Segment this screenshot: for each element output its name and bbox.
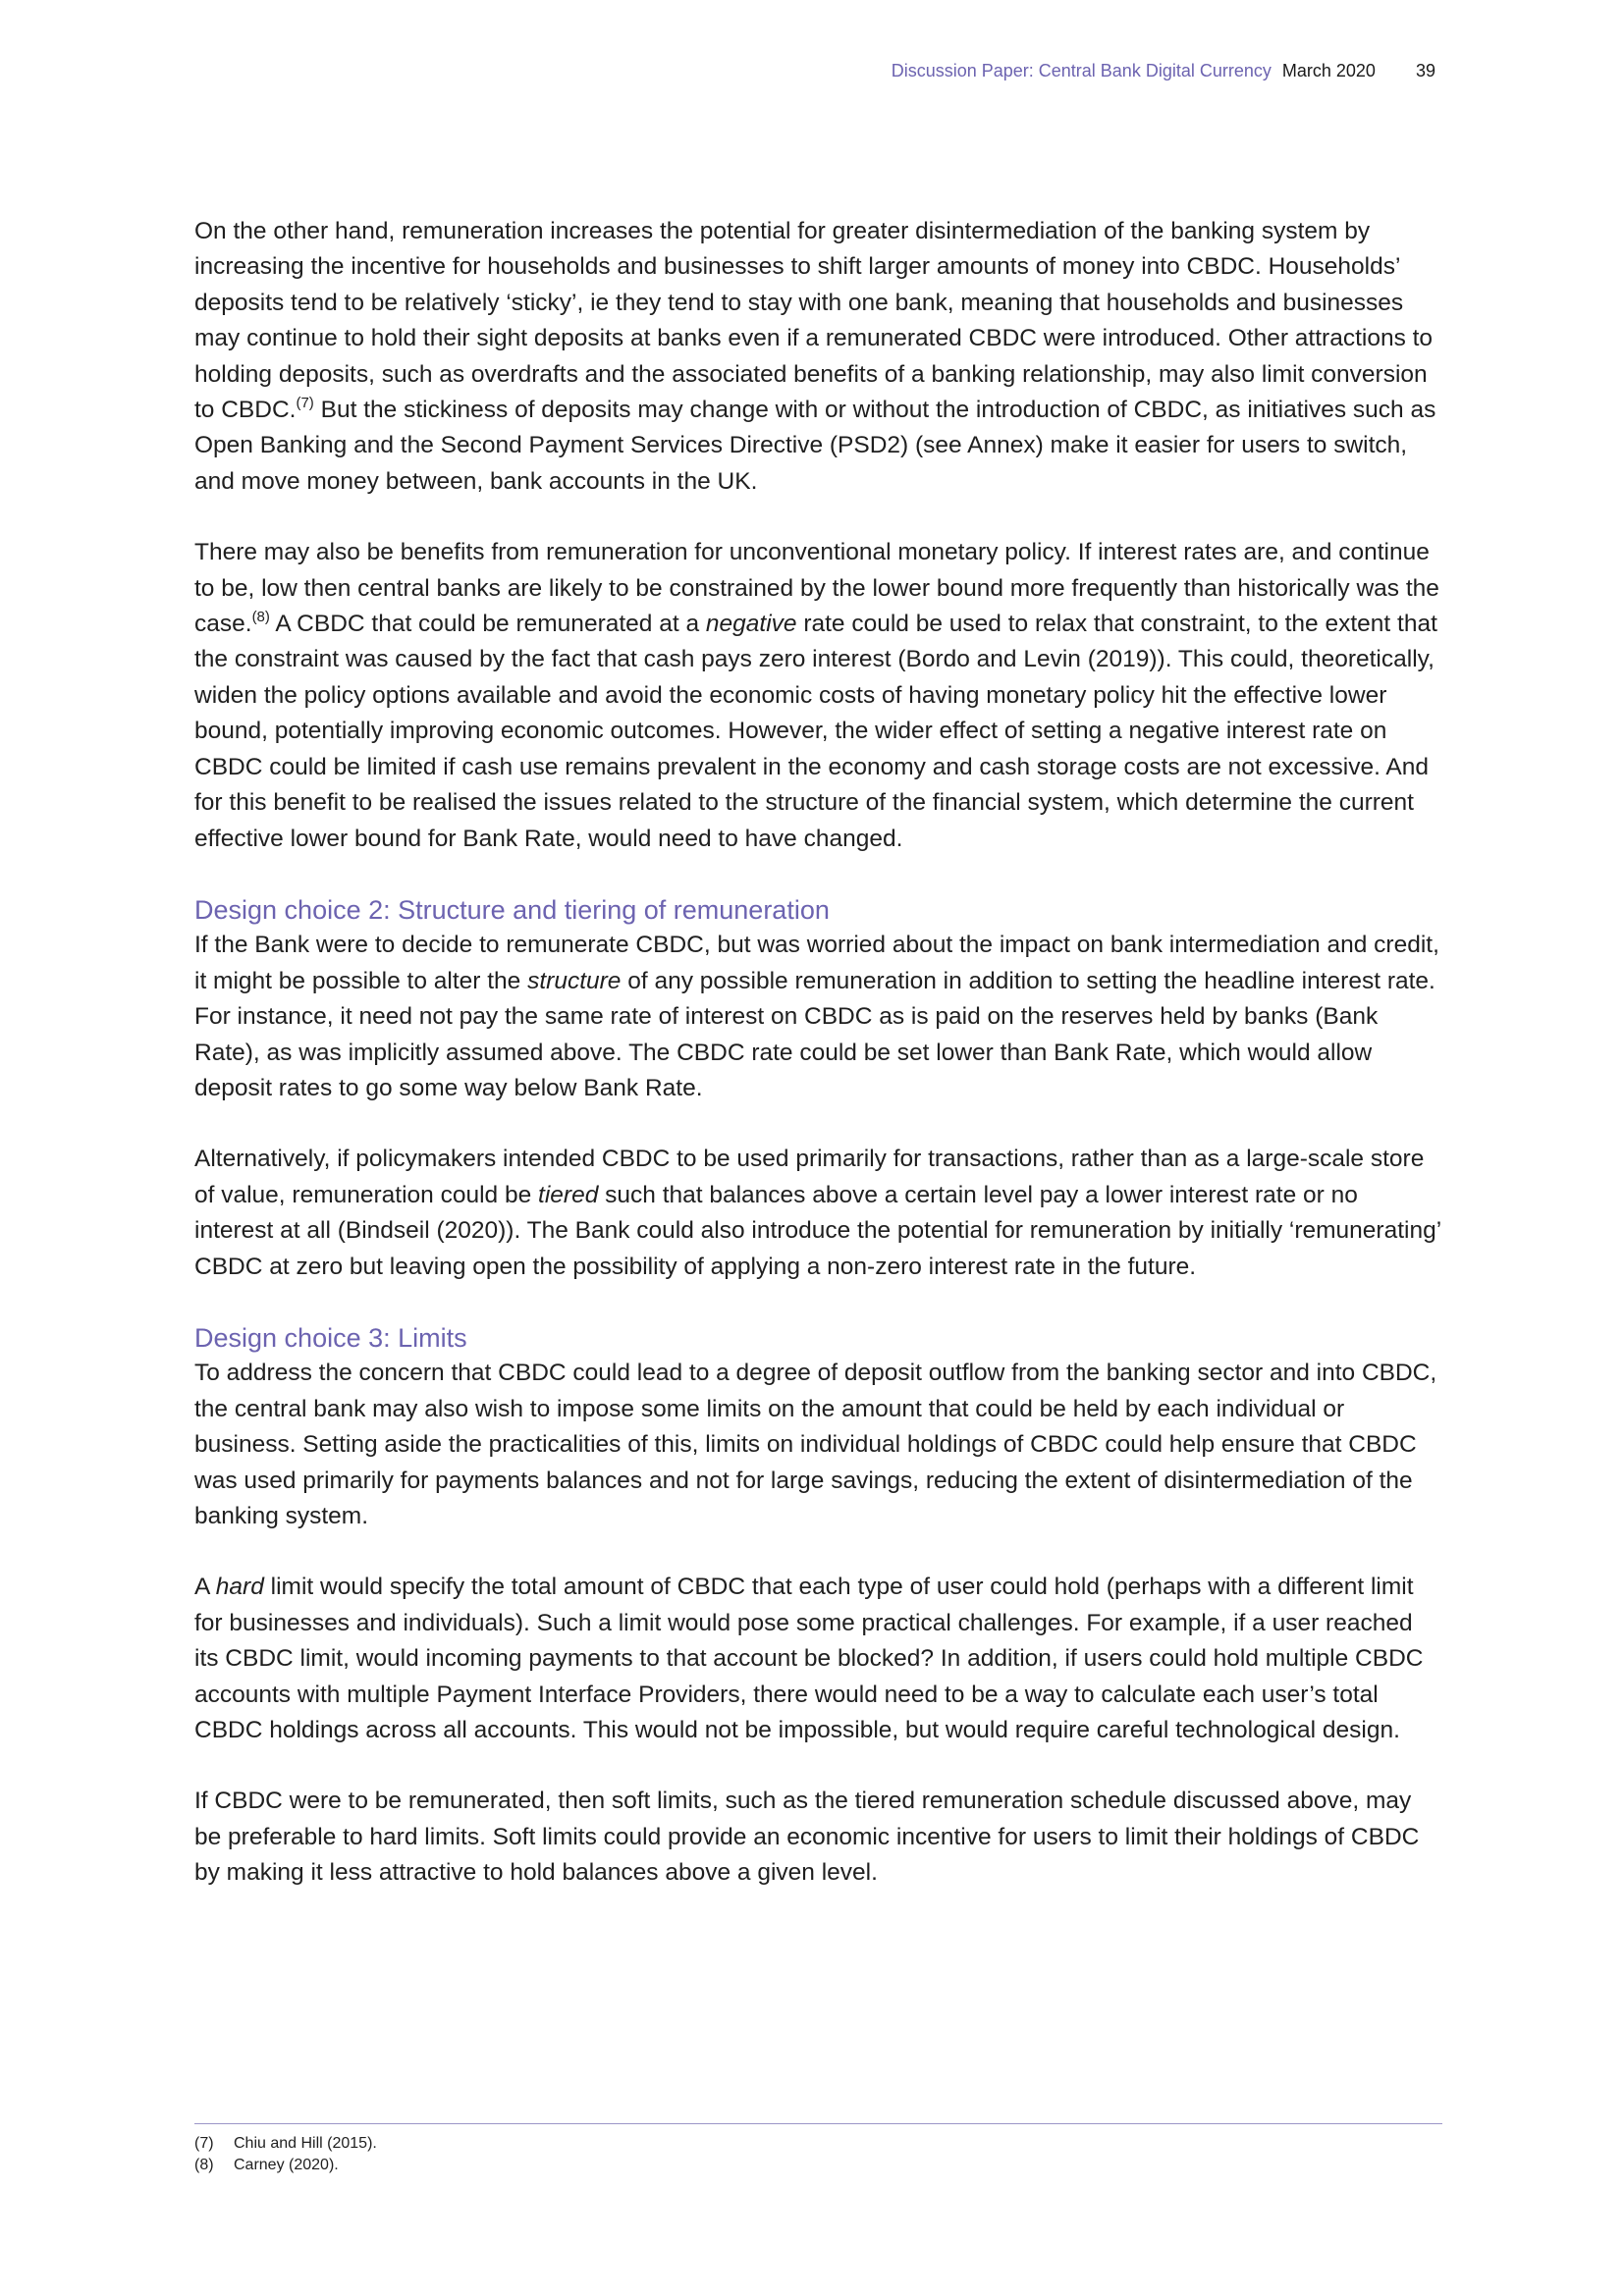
- body-text: [194, 214, 1441, 1927]
- paragraph-unconventional-policy: There may also be benefits from remuneration for unconventional monetary policy. If interest rates are, and continue to be, low then central banks are likely to be constrained by the lower bound more frequently than historically was the case.$^{(8)}$ A CBDC that could be remunerated at a negative rate could be used to relax that constraint, to the extent that the constraint was caused by the fact that cash pays zero interest (Bordo and Levin (2019)). This could, theoretically, widen the policy options available and avoid the economic costs of having monetary policy hit the effective lower bound, potentially improving economic outcomes. However, the wider effect of setting a negative interest rate on CBDC could be limited if cash use remains prevalent in the economy and cash storage costs are not excessive. And for this benefit to be realised the issues related to the structure of the financial system, which determine the current effective lower bound for Bank Rate, would need to have changed.: [194, 539, 1439, 852]
- footnote-divider: [194, 2123, 1442, 2124]
- header-series-title: Discussion Paper: Central Bank Digital Currency: [891, 61, 1272, 80]
- footnotes: [194, 2133, 377, 2176]
- paragraph-limits: To address the concern that CBDC could lead to a degree of deposit outflow from the banking sector and into CBDC, the central bank may also wish to impose some limits on the amount that could be held by each individual or business. Setting aside the practicalities of this, limits on individual holdings of CBDC could help ensure that CBDC was used primarily for payments balances and not for large savings, reducing the extent of disintermediation of the banking system.: [194, 1360, 1437, 1529]
- running-header: [892, 61, 1435, 81]
- section-heading-design-choice-3: Design choice 3: Limits: [194, 1322, 467, 1353]
- footnote-text: Chiu and Hill (2015).: [234, 2135, 377, 2152]
- footnote-item: [194, 2155, 377, 2176]
- paragraph-tiering: Alternatively, if policymakers intended CBDC to be used primarily for transactions, rather than as a large-scale store of value, remuneration could be tiered such that balances above a certain level pay a lower interest rate or no interest at all (Bindseil (2020)). The Bank could also introduce the potential for remuneration by initially ‘remunerating’ CBDC at zero but leaving open the possibility of applying a non-zero interest rate in the future.: [194, 1146, 1441, 1280]
- paragraph-soft-limits: If CBDC were to be remunerated, then soft limits, such as the tiered remuneration schedule discussed above, may be preferable to hard limits. Soft limits could provide an economic incentive for users to limit their holdings of CBDC by making it less attractive to hold balances above a given level.: [194, 1788, 1420, 1887]
- page-number: 39: [1415, 61, 1435, 80]
- footnote-text: Carney (2020).: [234, 2157, 339, 2173]
- footnote-number: (7): [194, 2135, 214, 2152]
- footnote-ref-7: (7): [296, 395, 314, 412]
- header-date: March 2020: [1281, 61, 1376, 80]
- paragraph-structure: If the Bank were to decide to remunerate CBDC, but was worried about the impact on bank intermediation and credit, it might be possible to alter the structure of any possible remuneration in addition to setting the headline interest rate. For instance, it need not pay the same rate of interest on CBDC as is paid on the reserves held by banks (Bank Rate), as was implicitly assumed above. The CBDC rate could be set lower than Bank Rate, which would allow deposit rates to go some way below Bank Rate.: [194, 932, 1439, 1101]
- paragraph-hard-limit: A hard limit would specify the total amount of CBDC that each type of user could hold (perhaps with a different limit for businesses and individuals). Such a limit would pose some practical challenges. For example, if a user reached its CBDC limit, would incoming payments to that account be blocked? In addition, if users could hold multiple CBDC accounts with multiple Payment Interface Providers, there would need to be a way to calculate each user’s total CBDC holdings across all accounts. This would not be impossible, but would require careful technological design.: [194, 1574, 1424, 1744]
- footnote-ref-8: (8): [251, 609, 270, 626]
- footnote-item: [194, 2133, 377, 2155]
- section-heading-design-choice-2: Design choice 2: Structure and tiering of remuneration: [194, 894, 830, 925]
- footnote-number: (8): [194, 2157, 214, 2173]
- paragraph-remuneration-disintermediation: On the other hand, remuneration increases the potential for greater disintermediation of the banking system by increasing the incentive for households and businesses to shift larger amounts of money into CBDC. Households’ deposits tend to be relatively ‘sticky’, ie they tend to stay with one bank, meaning that households and businesses may continue to hold their sight deposits at banks even if a remunerated CBDC were introduced. Other attractions to holding deposits, such as overdrafts and the associated benefits of a banking relationship, may also limit conversion to CBDC.$^{(7)}$ But the stickiness of deposits may change with or without the introduction of CBDC, as initiatives such as Open Banking and the Second Payment Services Directive (PSD2) (see Annex) make it easier for users to switch, and move money between, bank accounts in the UK.: [194, 218, 1436, 495]
